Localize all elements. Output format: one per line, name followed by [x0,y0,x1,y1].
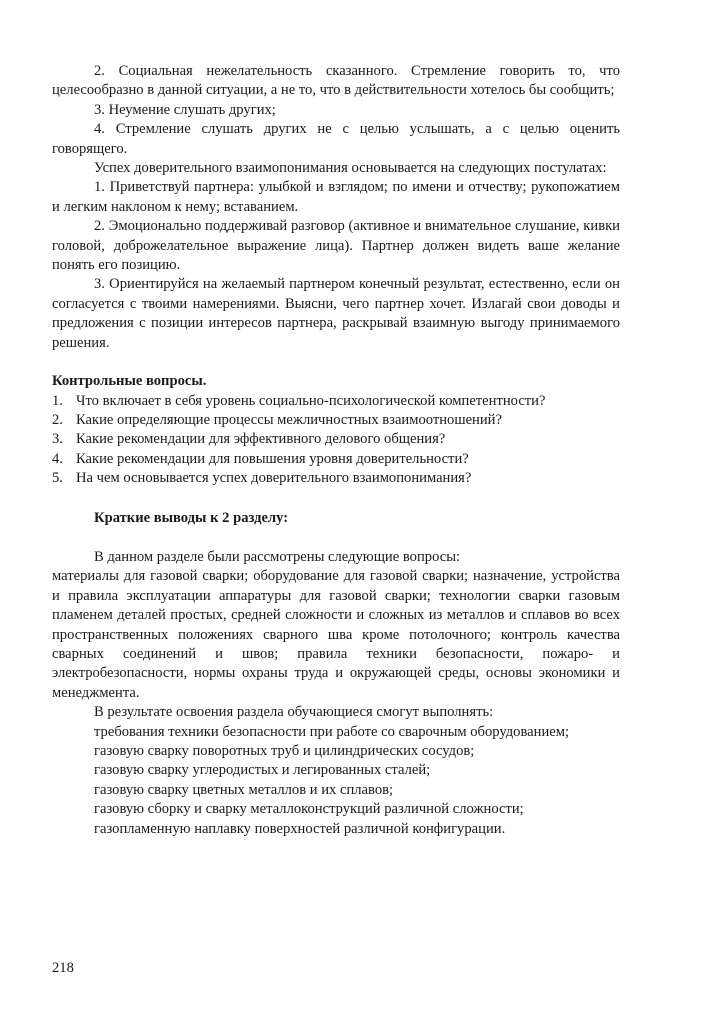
question-item [52,430,620,449]
summary-text: материалы для газовой сварки; оборудование для газовой сварки; назначение, устройства и правила эксплуатации аппаратуры для газовой сварки; технологии сварки газовым пламенем деталей простых, средней сложности и сложных из металлов и сплавов во всех пространственных положениях сварного шва кроме потолочного; контроль качества сварных соединений и швов; правила техники безопасности, пожаро- и электробезопасности, нормы охраны труда и окружающей среды, основы экономики и менеджмента. [52,568,620,701]
skill-item: газопламенную наплавку поверхностей различной конфигурации. [94,820,506,837]
question-text: Какие рекомендации для повышения уровня доверительности? [76,450,469,467]
skill-item: газовую сварку цветных металлов и их сплавов; [94,781,394,798]
postulate-1: 1. Приветствуй партнера: улыбкой и взглядом; по имени и отчеству; рукопожатием и легким наклоном к нему; вставанием. [52,179,620,215]
skill-item: газовую сварку поворотных труб и цилиндрических сосудов; [94,743,475,759]
intro-item-4: 4. Стремление слушать других не с целью услышать, а с целью оценить говорящего. [52,121,620,157]
skill-item: требования техники безопасности при работе со сварочным оборудованием; [94,723,570,740]
question-text: Какие определяющие процессы межличностных взаимоотношений? [76,411,502,428]
question-number: 4. [52,450,63,467]
question-item [52,450,620,469]
intro-item-3: 3. Неумение слушать других; [94,101,276,118]
skill-item: газовую сварку углеродистых и легированных сталей; [94,762,431,779]
question-number: 2. [52,411,63,428]
result-intro: В результате освоения раздела обучающиеся смогут выполнять: [94,704,494,721]
question-text: Какие рекомендации для эффективного делового общения? [76,431,446,448]
skill-item: газовую сборку и сварку металлоконструкций различной сложности; [94,801,524,818]
question-number: 1. [52,392,63,409]
question-number: 5. [52,470,63,487]
question-text: Что включает в себя уровень социально-психологической компетентности? [76,392,546,409]
summary-intro: В данном разделе были рассмотрены следующие вопросы: [94,548,461,565]
page-number: 218 [52,960,74,976]
summary-heading: Краткие выводы к 2 разделу: [94,509,289,526]
question-text: На чем основывается успех доверительного взаимопонимания? [76,470,472,487]
postulate-3: 3. Ориентируйся на желаемый партнером конечный результат, естественно, если он согласуется с твоими намерениями. Выясни, чего партнер хочет. Излагай свои доводы и предложения с позиции интересов партнера, раскрывай взаимную выгоду принимаемого решения. [52,276,620,351]
postulates-intro: Успех доверительного взаимопонимания основывается на следующих постулатах: [94,160,607,177]
questions-heading: Контрольные вопросы. [52,373,207,390]
question-item [52,392,620,411]
intro-item-2: 2. Социальная нежелательность сказанного. Стремление говорить то, что целесообразно в данной ситуации, а не то, что в действительности хотелось бы сообщить; [52,63,620,99]
postulate-2: 2. Эмоционально поддерживай разговор (активное и внимательное слушание, кивки головой, доброжелательное выражение лица). Партнер должен видеть ваше желание понять его позицию. [52,218,620,274]
question-item [52,411,620,430]
question-number: 3. [52,431,63,448]
page-body [52,62,620,839]
question-item [52,469,620,488]
